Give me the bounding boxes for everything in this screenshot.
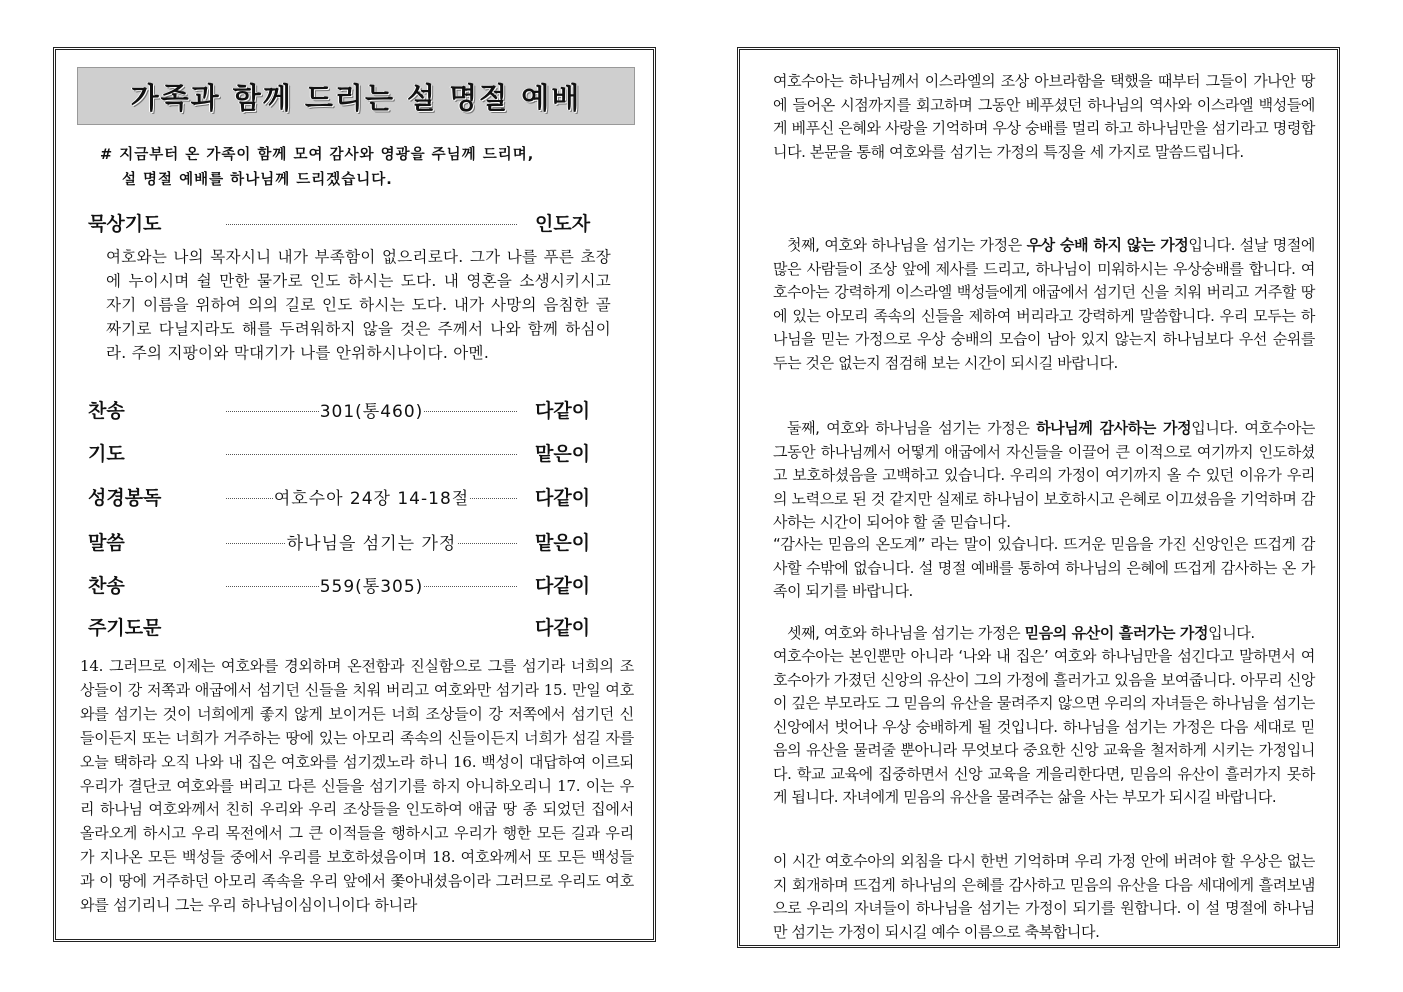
point-1-lead: 첫째, 여호와 하나님을 섬기는 가정은 xyxy=(787,236,1027,254)
order-label: 찬송 xyxy=(88,574,125,597)
worship-intro xyxy=(100,143,630,193)
page-title: 가족과 함께 드리는 설 명절 예배 xyxy=(130,80,582,115)
order-label: 말씀 xyxy=(88,531,125,554)
order-label: 주기도문 xyxy=(88,616,162,639)
dotted-leader xyxy=(226,569,517,599)
sermon-point-3 xyxy=(773,622,1315,646)
intro-line-2: 설 명절 예배를 하나님께 드리겠습니다. xyxy=(122,172,393,188)
sermon-point-1 xyxy=(773,234,1315,375)
point-2-heading: 하나님께 감사하는 가정 xyxy=(1036,419,1192,437)
order-row-meditation xyxy=(88,207,630,237)
order-row-hymn-2 xyxy=(88,569,630,599)
point-1-body: 입니다. 설날 명절에 많은 사람들이 조상 앞에 제사를 드리고, 하나님이 미워하시는 우상숭배를 합니다. 여호수아는 강력하게 이스라엘 백성들에게 애굽에서 섬기던 신을 치워 버리고 거주할 땅에 있는 아모리 족속의 신들을 제하여 버리라고 강력하게 말씀합니다. 우리 모두는 하나님을 믿는 가정으로 우상 숭배의 모습이 남아 있지 않는지 하나님보다 우선 순위를 두는 것은 없는지 점검해 보는 시간이 되시길 바랍니다. xyxy=(773,236,1316,372)
order-label: 찬송 xyxy=(88,399,125,422)
point-3-lead: 셋째, 여호와 하나님을 섬기는 가정은 xyxy=(787,624,1025,642)
order-leader: 맡은이 xyxy=(535,442,591,465)
dotted-leader xyxy=(226,526,517,556)
dotted-leader xyxy=(226,437,517,467)
order-detail: 하나님을 섬기는 가정 xyxy=(286,529,458,554)
right-page xyxy=(737,47,1340,948)
point-3-tail: 입니다. xyxy=(1208,624,1255,642)
title-banner xyxy=(77,67,635,125)
order-leader: 다같이 xyxy=(535,616,591,639)
sermon-intro: 여호수아는 하나님께서 이스라엘의 조상 아브라함을 택했을 때부터 그들이 가나안 땅에 들어온 시점까지를 회고하며 그동안 베푸셨던 하나님의 역사와 이스라엘 백성들에게 베푸신 은혜와 사랑을 기억하며 우상 숭배를 멀리 하고 하나님만을 섬기라고 명령합니다. 본문을 통해 여호와를 섬기는 가정의 특징을 세 가지로 말씀드립니다. xyxy=(773,72,1315,161)
point-3-heading: 믿음의 유산이 흘러가는 가정 xyxy=(1024,624,1209,642)
order-detail: 여호수아 24장 14-18절 xyxy=(273,484,470,509)
order-row-sermon xyxy=(88,526,630,556)
order-row-lords-prayer xyxy=(88,611,630,641)
order-label: 기도 xyxy=(88,442,125,465)
order-row-hymn-1 xyxy=(88,394,630,424)
order-leader: 다같이 xyxy=(535,486,591,509)
order-leader: 인도자 xyxy=(535,212,591,235)
sermon-point-2 xyxy=(773,417,1315,535)
dotted-leader xyxy=(226,394,517,424)
left-page xyxy=(53,47,656,942)
dotted-leader xyxy=(226,481,517,511)
order-leader: 다같이 xyxy=(535,574,591,597)
intro-line-1: # 지금부터 온 가족이 함께 모여 감사와 영광을 주님께 드리며, xyxy=(100,147,535,163)
order-detail: 301(통460) xyxy=(319,397,425,422)
point-2-body: 입니다. 여호수아는 그동안 하나님께서 어떻게 애굽에서 자신들을 이끌어 큰 이적으로 여기까지 인도하셨고 보호하셨음을 고백하고 있습니다. 우리의 가정이 여기까지 올 수 있던 이유가 우리의 노력으로 된 것 같지만 실제로 하나님이 보호하시고 은혜로 이끄셨음을 기억하며 감사하는 시간이 되어야 할 줄 믿습니다. xyxy=(773,419,1315,531)
scripture-passage: 14. 그러므로 이제는 여호와를 경외하며 온전함과 진실함으로 그를 섬기라 너희의 조상들이 강 저쪽과 애굽에서 섬기던 신들을 치워 버리고 여호와만 섬기라 15. 만일 여호와를 섬기는 것이 너희에게 좋지 않게 보이거든 너희 조상들이 강 저쪽에서 섬기던 신들이든지 또는 너희가 거주하는 땅에 있는 아모리 족속의 신들이든지 너희가 섬길 자를 오늘 택하라 오직 나와 내 집은 여호와를 섬기겠노라 하니 16. 백성이 대답하여 이르되 우리가 결단코 여호와를 버리고 다른 신들을 섬기기를 하지 아니하오리니 17. 이는 우리 하나님 여호와께서 친히 우리와 우리 조상들을 인도하여 애굽 땅 종 되었던 집에서 올라오게 하시고 우리 목전에서 그 큰 이적들을 행하시고 우리가 행한 모든 길과 우리가 지나온 모든 백성들 중에서 우리를 보호하셨음이며 18. 여호와께서 또 모든 백성들과 이 땅에 거주하던 아모리 족속을 우리 앞에서 쫓아내셨음이라 그러므로 우리도 여호와를 섬기리니 그는 우리 하나님이심이니이다 하니라 xyxy=(80,657,634,915)
order-label: 성경봉독 xyxy=(88,486,162,509)
order-leader: 다같이 xyxy=(535,399,591,422)
order-row-scripture-reading xyxy=(88,481,630,511)
psalm-passage: 여호와는 나의 목자시니 내가 부족함이 없으리로다. 그가 나를 푸른 초장에 누이시며 쉴 만한 물가로 인도 하시는 도다. 내 영혼을 소생시키시고 자기 이름을 위하여 의의 길로 인도 하시는 도다. 내가 사망의 음침한 골짜기로 다닐지라도 해를 두려워하지 않을 것은 주께서 나와 함께 하심이라. 주의 지팡이와 막대기가 나를 안위하시나이다. 아멘. xyxy=(106,248,611,362)
dotted-leader xyxy=(226,207,517,237)
point-2-lead: 둘째, 여호와 하나님을 섬기는 가정은 xyxy=(787,419,1037,437)
sermon-point-2-quote: “감사는 믿음의 온도계” 라는 말이 있습니다. 뜨거운 믿음을 가진 신앙인은 뜨겁게 감사할 수밖에 없습니다. 설 명절 예배를 통하여 하나님의 은혜에 뜨겁게 감사하는 온 가족이 되기를 바랍니다. xyxy=(773,535,1315,600)
order-row-prayer xyxy=(88,437,630,467)
sermon-closing: 이 시간 여호수아의 외침을 다시 한번 기억하며 우리 가정 안에 버려야 할 우상은 없는지 회개하며 뜨겁게 하나님의 은혜를 감사하고 믿음의 유산을 다음 세대에게 흘려보냄으로 우리의 자녀들이 하나님을 섬기는 가정이 되기를 원합니다. 이 설 명절에 하나님만 섬기는 가정이 되시길 예수 이름으로 축복합니다. xyxy=(773,852,1315,941)
sermon-point-3-body: 여호수아는 본인뿐만 아니라 ‘나와 내 집은’ 여호와 하나님만을 섬긴다고 말하면서 여호수아가 가졌던 신앙의 유산이 그의 가정에 흘러가고 있음을 보여줍니다. 아무리 신앙이 깊은 부모라도 그 믿음의 유산을 물려주지 않으면 우리의 자녀들은 하나님을 섬기는 신앙에서 벗어나 우상 숭배하게 될 것입니다. 하나님을 섬기는 가정은 다음 세대로 믿음의 유산을 물려줄 뿐아니라 무엇보다 중요한 신앙 교육을 철저하게 시키는 가정입니다. 학교 교육에 집중하면서 신앙 교육을 게을리한다면, 믿음의 유산이 흘러가지 못하게 됩니다. 자녀에게 믿음의 유산을 물려주는 삶을 사는 부모가 되시길 바랍니다. xyxy=(773,647,1315,806)
order-leader: 맡은이 xyxy=(535,531,591,554)
order-label: 묵상기도 xyxy=(88,212,162,235)
point-1-heading: 우상 숭배 하지 않는 가정 xyxy=(1026,236,1189,254)
order-detail: 559(통305) xyxy=(319,572,425,597)
